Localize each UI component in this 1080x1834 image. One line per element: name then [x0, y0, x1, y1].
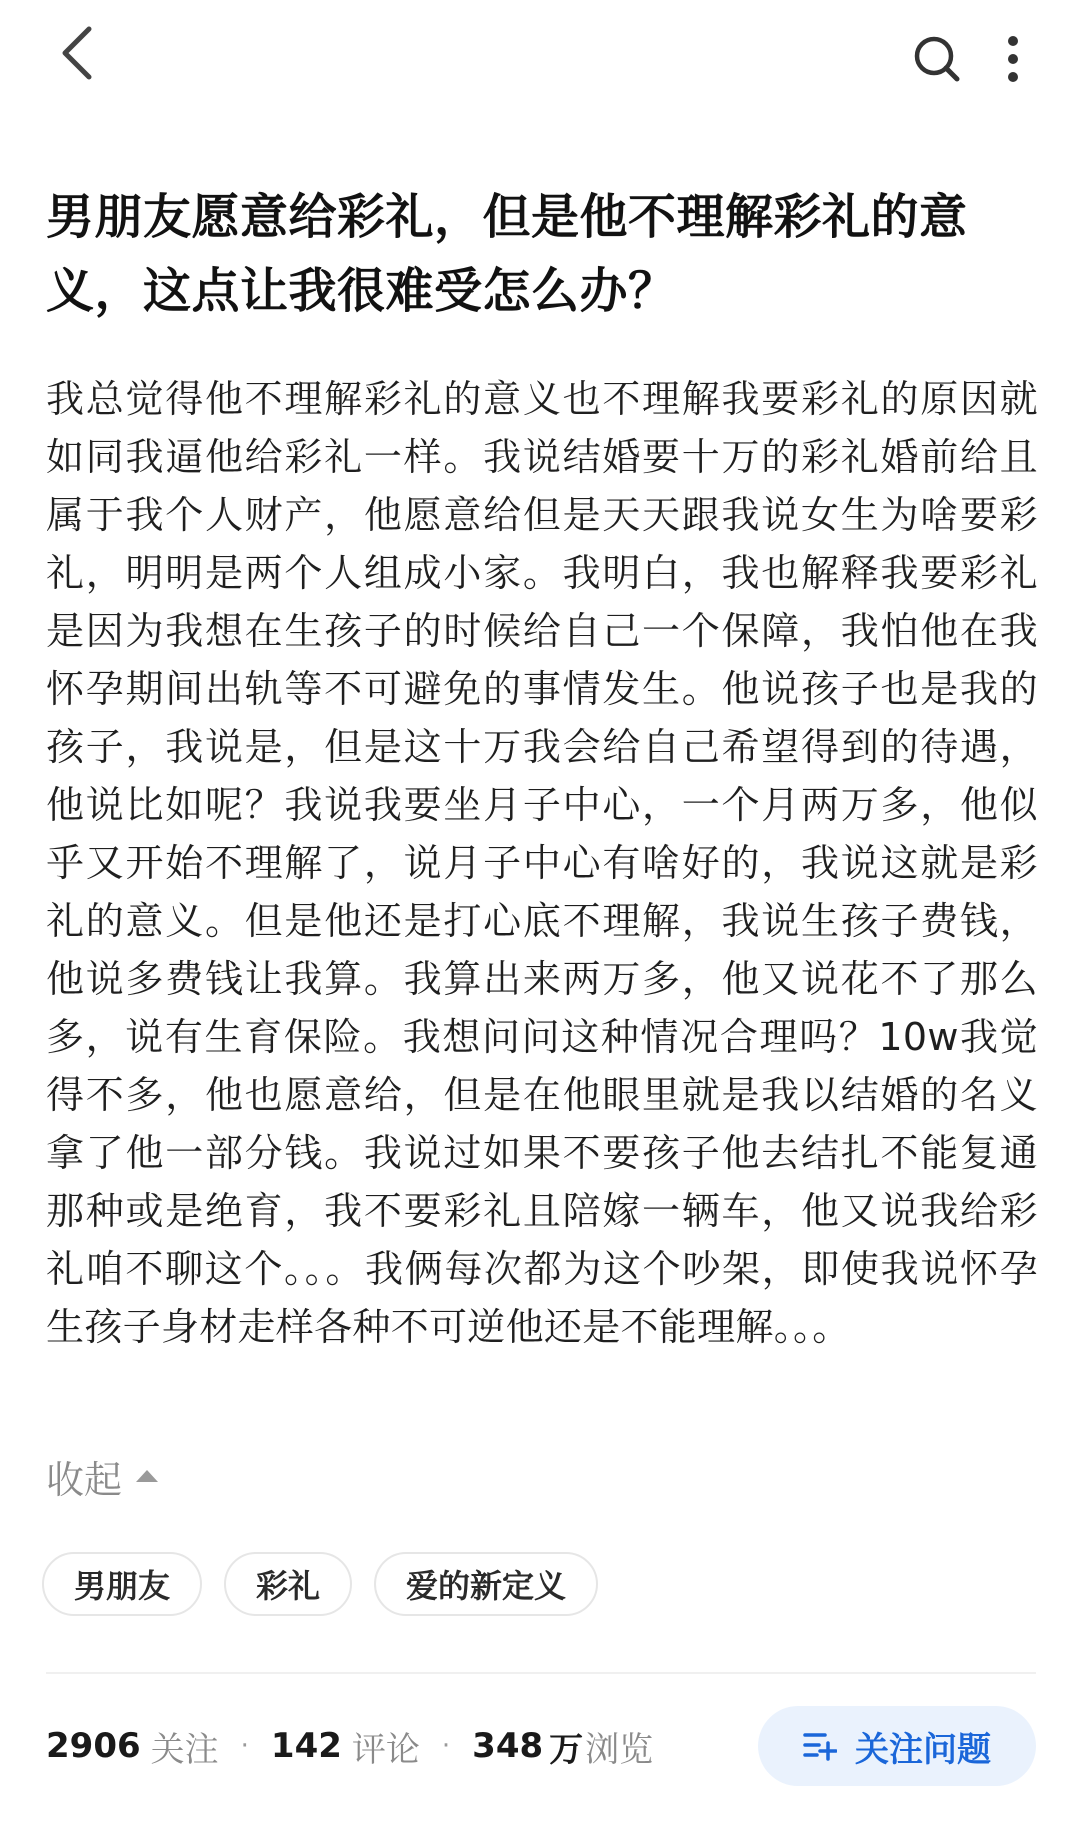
follow-question-button[interactable] — [758, 1706, 1036, 1786]
stat-separator: · — [240, 1731, 249, 1761]
search-icon — [912, 34, 962, 88]
collapse-button[interactable] — [46, 1448, 158, 1504]
triangle-up-icon — [136, 1470, 158, 1482]
tag-list — [42, 1552, 598, 1616]
question-stats — [46, 1718, 653, 1774]
search-button[interactable] — [904, 28, 970, 94]
question-body: 我总觉得他不理解彩礼的意义也不理解我要彩礼的原因就如同我逼他给彩礼一样。我说结婚要十万的彩礼婚前给且属于我个人财产，他愿意给但是天天跟我说女生为啥要彩礼，明明是两个人组成小家。我明白，我也解释我要彩礼是因为我想在生孩子的时候给自己一个保障，我怕他在我怀孕期间出轨等不可避免的事情发生。他说孩子也是我的孩子，我说是，但是这十万我会给自己希望得到的待遇，他说比如呢？我说我要坐月子中心，一个月两万多，他似乎又开始不理解了，说月子中心有啥好的，我说这就是彩礼的意义。但是他还是打心底不理解，我说生孩子费钱，他说多费钱让我算。我算出来两万多，他又说花不了那么多，说有生育保险。我想问问这种情况合理吗？10w我觉得不多，他也愿意给，但是在他眼里就是我以结婚的名义拿了他一部分钱。我说过如果不要孩子他去结扎不能复通那种或是绝育，我不要彩礼且陪嫁一辆车，他又说我给彩礼咱不聊这个。。。我俩每次都为这个吵架，即使我说怀孕生孩子身材走样各种不可逆他还是不能理解。。。 — [46, 377, 1038, 1349]
tag-chip[interactable]: 爱的新定义 — [374, 1552, 598, 1616]
tag-chip[interactable]: 男朋友 — [42, 1552, 202, 1616]
tag-chip[interactable]: 彩礼 — [224, 1552, 352, 1616]
top-bar — [0, 0, 1080, 130]
more-vertical-icon — [1003, 34, 1023, 88]
comments-count: 142 — [270, 1726, 342, 1766]
question-title: 男朋友愿意给彩礼，但是他不理解彩礼的意义，这点让我很难受怎么办？ — [46, 189, 968, 319]
follow-question-label: 关注问题 — [855, 1729, 991, 1770]
stat-separator: · — [441, 1731, 451, 1761]
followers-label: 关注 — [150, 1729, 219, 1770]
comments-label[interactable]: 评论 — [351, 1729, 420, 1770]
chevron-left-icon — [57, 25, 97, 85]
followers-count: 2906 — [46, 1726, 141, 1766]
more-button[interactable] — [990, 28, 1036, 94]
views-count: 348 — [472, 1726, 544, 1766]
add-list-icon — [803, 1731, 837, 1761]
back-button[interactable] — [44, 22, 110, 88]
views-unit: 万 — [549, 1729, 584, 1770]
divider — [46, 1672, 1036, 1674]
collapse-label: 收起 — [46, 1457, 123, 1502]
views-label: 浏览 — [585, 1729, 654, 1770]
